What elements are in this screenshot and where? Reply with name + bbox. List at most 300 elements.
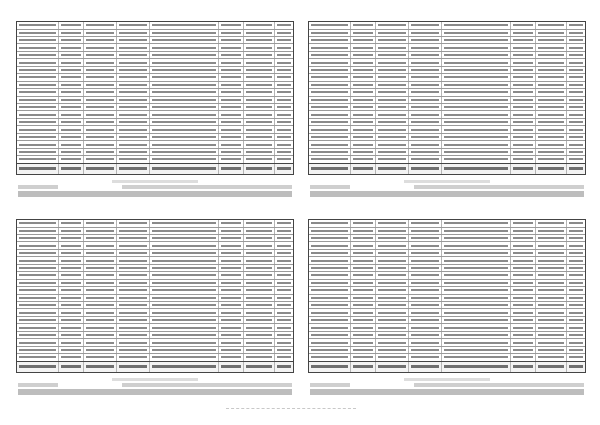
table-cell bbox=[535, 317, 565, 323]
table-cell bbox=[83, 280, 116, 286]
table-cell bbox=[243, 242, 273, 248]
column-header bbox=[350, 164, 375, 174]
table-cell bbox=[566, 82, 585, 88]
illegible-text bbox=[61, 312, 81, 314]
illegible-text bbox=[569, 304, 583, 306]
illegible-text bbox=[411, 342, 439, 344]
table-cell bbox=[408, 339, 441, 345]
table-cell bbox=[566, 295, 585, 301]
illegible-text bbox=[378, 114, 406, 116]
illegible-text bbox=[445, 24, 509, 26]
table-cell bbox=[535, 295, 565, 301]
table-cell bbox=[83, 67, 116, 73]
illegible-text bbox=[378, 32, 406, 34]
illegible-text bbox=[119, 136, 147, 138]
illegible-text bbox=[378, 260, 406, 262]
illegible-text bbox=[61, 32, 81, 34]
table-cell bbox=[243, 332, 273, 338]
illegible-text bbox=[119, 252, 147, 254]
table-cell bbox=[243, 220, 273, 226]
panel-caption-text bbox=[112, 180, 198, 183]
table-cell bbox=[17, 257, 58, 263]
table-cell bbox=[219, 59, 244, 65]
illegible-text bbox=[353, 114, 373, 116]
table-cell bbox=[535, 250, 565, 256]
illegible-text bbox=[277, 312, 291, 314]
table-cell bbox=[350, 228, 375, 234]
table-row bbox=[17, 323, 293, 330]
table-cell bbox=[83, 242, 116, 248]
illegible-text bbox=[222, 230, 242, 232]
table-cell bbox=[535, 280, 565, 286]
table-cell bbox=[219, 295, 244, 301]
table-cell bbox=[150, 295, 219, 301]
illegible-text bbox=[569, 76, 583, 78]
illegible-text bbox=[246, 99, 271, 101]
illegible-text bbox=[514, 356, 534, 358]
illegible-text bbox=[246, 349, 271, 351]
illegible-text bbox=[222, 365, 242, 368]
illegible-text bbox=[378, 24, 406, 26]
illegible-text bbox=[538, 158, 563, 160]
table-cell bbox=[535, 242, 565, 248]
column-header bbox=[274, 164, 293, 174]
illegible-text bbox=[538, 129, 563, 131]
table-cell bbox=[150, 52, 219, 58]
table-cell bbox=[309, 310, 350, 316]
table-row bbox=[17, 220, 293, 226]
column-header bbox=[535, 362, 565, 372]
illegible-text bbox=[19, 151, 56, 153]
illegible-text bbox=[277, 167, 291, 170]
table-cell bbox=[17, 220, 58, 226]
illegible-text bbox=[222, 260, 242, 262]
table-cell bbox=[243, 287, 273, 293]
table-cell bbox=[442, 265, 511, 271]
illegible-text bbox=[445, 245, 509, 247]
illegible-text bbox=[353, 144, 373, 146]
column-header bbox=[375, 164, 408, 174]
table-cell bbox=[535, 332, 565, 338]
illegible-text bbox=[353, 91, 373, 93]
table-cell bbox=[219, 347, 244, 353]
table-cell bbox=[442, 302, 511, 308]
table-cell bbox=[350, 156, 375, 162]
illegible-text bbox=[246, 39, 271, 41]
illegible-text bbox=[19, 106, 56, 108]
table-cell bbox=[116, 134, 149, 140]
illegible-text bbox=[538, 260, 563, 262]
illegible-text bbox=[277, 114, 291, 116]
table-cell bbox=[17, 74, 58, 80]
illegible-text bbox=[86, 167, 114, 170]
table-cell bbox=[309, 302, 350, 308]
illegible-text bbox=[222, 62, 242, 64]
table-cell bbox=[83, 272, 116, 278]
table-row bbox=[17, 88, 293, 95]
table-cell bbox=[566, 119, 585, 125]
table-row bbox=[309, 36, 585, 43]
table-cell bbox=[350, 30, 375, 36]
table-cell bbox=[274, 74, 293, 80]
illegible-text bbox=[538, 114, 563, 116]
illegible-text bbox=[378, 47, 406, 49]
illegible-text bbox=[353, 167, 373, 170]
table-cell bbox=[116, 332, 149, 338]
illegible-text bbox=[411, 349, 439, 351]
illegible-text bbox=[378, 237, 406, 239]
table-cell bbox=[408, 74, 441, 80]
table-cell bbox=[309, 149, 350, 155]
illegible-text bbox=[378, 99, 406, 101]
table-cell bbox=[219, 104, 244, 110]
illegible-text bbox=[311, 69, 348, 71]
illegible-text bbox=[353, 327, 373, 329]
column-header bbox=[116, 362, 149, 372]
table-cell bbox=[150, 156, 219, 162]
illegible-text bbox=[445, 144, 509, 146]
table-cell bbox=[150, 332, 219, 338]
illegible-text bbox=[19, 260, 56, 262]
illegible-text bbox=[538, 319, 563, 321]
table-cell bbox=[408, 134, 441, 140]
table-row bbox=[309, 125, 585, 132]
illegible-text bbox=[119, 39, 147, 41]
illegible-text bbox=[445, 267, 509, 269]
illegible-text bbox=[538, 32, 563, 34]
table-cell bbox=[442, 354, 511, 360]
illegible-text bbox=[514, 76, 534, 78]
table-cell bbox=[442, 149, 511, 155]
table-cell bbox=[150, 74, 219, 80]
table-cell bbox=[350, 347, 375, 353]
table-cell bbox=[219, 119, 244, 125]
illegible-text bbox=[569, 151, 583, 153]
illegible-text bbox=[246, 319, 271, 321]
column-header bbox=[442, 362, 511, 372]
illegible-text bbox=[353, 76, 373, 78]
illegible-text bbox=[119, 32, 147, 34]
illegible-text bbox=[538, 222, 563, 224]
table-cell bbox=[219, 265, 244, 271]
illegible-text bbox=[246, 237, 271, 239]
illegible-text bbox=[222, 334, 242, 336]
illegible-text bbox=[514, 365, 534, 368]
illegible-text bbox=[61, 327, 81, 329]
table-cell bbox=[243, 74, 273, 80]
table-cell bbox=[58, 347, 83, 353]
table-cell bbox=[83, 112, 116, 118]
illegible-text bbox=[119, 69, 147, 71]
table-cell bbox=[535, 287, 565, 293]
table-row bbox=[17, 133, 293, 140]
illegible-text bbox=[222, 76, 242, 78]
illegible-text bbox=[411, 260, 439, 262]
table-cell bbox=[274, 280, 293, 286]
illegible-text bbox=[514, 245, 534, 247]
table-cell bbox=[243, 22, 273, 28]
illegible-text bbox=[311, 342, 348, 344]
table-cell bbox=[408, 22, 441, 28]
table-cell bbox=[350, 119, 375, 125]
table-cell bbox=[58, 82, 83, 88]
illegible-text bbox=[277, 304, 291, 306]
illegible-text bbox=[119, 24, 147, 26]
table-row bbox=[17, 294, 293, 301]
table-cell bbox=[535, 228, 565, 234]
illegible-text bbox=[153, 69, 217, 71]
illegible-text bbox=[246, 312, 271, 314]
table-row bbox=[309, 338, 585, 345]
table-cell bbox=[408, 280, 441, 286]
table-cell bbox=[219, 280, 244, 286]
table-cell bbox=[375, 126, 408, 132]
illegible-text bbox=[445, 84, 509, 86]
table-cell bbox=[219, 141, 244, 147]
illegible-text bbox=[222, 274, 242, 276]
table-row bbox=[309, 286, 585, 293]
illegible-text bbox=[411, 24, 439, 26]
illegible-text bbox=[277, 121, 291, 123]
table-cell bbox=[116, 324, 149, 330]
illegible-text bbox=[311, 91, 348, 93]
illegible-text bbox=[246, 327, 271, 329]
table-cell bbox=[58, 141, 83, 147]
column-header bbox=[219, 164, 244, 174]
illegible-text bbox=[411, 334, 439, 336]
table-cell bbox=[309, 141, 350, 147]
table-cell bbox=[116, 126, 149, 132]
illegible-text bbox=[445, 342, 509, 344]
table-cell bbox=[116, 44, 149, 50]
table-cell bbox=[511, 265, 536, 271]
table-cell bbox=[17, 30, 58, 36]
illegible-text bbox=[311, 245, 348, 247]
table-cell bbox=[219, 235, 244, 241]
table-cell bbox=[408, 112, 441, 118]
illegible-text bbox=[246, 91, 271, 93]
table-cell bbox=[566, 104, 585, 110]
illegible-text bbox=[222, 129, 242, 131]
illegible-text bbox=[445, 356, 509, 358]
illegible-text bbox=[411, 282, 439, 284]
panel-title-text bbox=[310, 191, 584, 197]
illegible-text bbox=[378, 267, 406, 269]
illegible-text bbox=[86, 91, 114, 93]
table-row bbox=[17, 29, 293, 36]
table-cell bbox=[274, 317, 293, 323]
illegible-text bbox=[153, 114, 217, 116]
table-cell bbox=[219, 324, 244, 330]
table-cell bbox=[375, 287, 408, 293]
illegible-text bbox=[277, 327, 291, 329]
illegible-text bbox=[569, 106, 583, 108]
illegible-text bbox=[514, 167, 534, 170]
table-cell bbox=[309, 22, 350, 28]
table-row bbox=[309, 58, 585, 65]
illegible-text bbox=[353, 267, 373, 269]
table-cell bbox=[511, 82, 536, 88]
table-cell bbox=[17, 149, 58, 155]
illegible-text bbox=[353, 69, 373, 71]
illegible-text bbox=[353, 365, 373, 368]
illegible-text bbox=[353, 99, 373, 101]
illegible-text bbox=[569, 24, 583, 26]
illegible-text bbox=[61, 319, 81, 321]
illegible-text bbox=[119, 158, 147, 160]
table-cell bbox=[58, 112, 83, 118]
table-row bbox=[17, 51, 293, 58]
illegible-text bbox=[353, 106, 373, 108]
illegible-text bbox=[86, 84, 114, 86]
illegible-text bbox=[277, 62, 291, 64]
table-cell bbox=[83, 235, 116, 241]
table-cell bbox=[116, 272, 149, 278]
illegible-text bbox=[445, 319, 509, 321]
illegible-text bbox=[86, 106, 114, 108]
illegible-text bbox=[119, 260, 147, 262]
illegible-text bbox=[514, 54, 534, 56]
illegible-text bbox=[353, 356, 373, 358]
table-cell bbox=[116, 257, 149, 263]
illegible-text bbox=[378, 144, 406, 146]
table-cell bbox=[309, 74, 350, 80]
table-cell bbox=[274, 156, 293, 162]
table-cell bbox=[511, 37, 536, 43]
column-header bbox=[309, 362, 350, 372]
table-cell bbox=[243, 228, 273, 234]
illegible-text bbox=[277, 274, 291, 276]
table-cell bbox=[274, 22, 293, 28]
table-cell bbox=[535, 220, 565, 226]
illegible-text bbox=[153, 121, 217, 123]
illegible-text bbox=[19, 121, 56, 123]
illegible-text bbox=[119, 151, 147, 153]
table-cell bbox=[150, 119, 219, 125]
illegible-text bbox=[353, 334, 373, 336]
illegible-text bbox=[538, 237, 563, 239]
illegible-text bbox=[277, 151, 291, 153]
illegible-text bbox=[445, 365, 509, 368]
illegible-text bbox=[569, 222, 583, 224]
table-cell bbox=[274, 220, 293, 226]
table-cell bbox=[442, 67, 511, 73]
illegible-text bbox=[378, 274, 406, 276]
table-cell bbox=[116, 59, 149, 65]
illegible-text bbox=[119, 365, 147, 368]
illegible-text bbox=[378, 327, 406, 329]
table-cell bbox=[566, 302, 585, 308]
illegible-text bbox=[119, 99, 147, 101]
table-cell bbox=[83, 37, 116, 43]
illegible-text bbox=[246, 342, 271, 344]
table-cell bbox=[150, 257, 219, 263]
table-cell bbox=[309, 257, 350, 263]
table-cell bbox=[408, 228, 441, 234]
table-cell bbox=[511, 272, 536, 278]
illegible-text bbox=[86, 62, 114, 64]
panel-title-text bbox=[18, 389, 292, 395]
illegible-text bbox=[538, 282, 563, 284]
table-header-row bbox=[17, 361, 293, 372]
table-cell bbox=[566, 235, 585, 241]
table-cell bbox=[17, 82, 58, 88]
table-cell bbox=[309, 52, 350, 58]
table-cell bbox=[219, 250, 244, 256]
table-cell bbox=[17, 89, 58, 95]
illegible-text bbox=[86, 54, 114, 56]
illegible-text bbox=[569, 99, 583, 101]
table-cell bbox=[309, 242, 350, 248]
table-row bbox=[309, 241, 585, 248]
table-cell bbox=[408, 59, 441, 65]
illegible-text bbox=[514, 349, 534, 351]
illegible-text bbox=[411, 222, 439, 224]
illegible-text bbox=[353, 158, 373, 160]
illegible-text bbox=[311, 24, 348, 26]
table-cell bbox=[116, 89, 149, 95]
table-cell bbox=[58, 354, 83, 360]
illegible-text bbox=[445, 297, 509, 299]
table-cell bbox=[274, 295, 293, 301]
table-cell bbox=[442, 82, 511, 88]
illegible-text bbox=[277, 267, 291, 269]
illegible-text bbox=[514, 121, 534, 123]
illegible-text bbox=[86, 274, 114, 276]
illegible-text bbox=[311, 62, 348, 64]
table-cell bbox=[219, 82, 244, 88]
illegible-text bbox=[61, 349, 81, 351]
illegible-text bbox=[153, 282, 217, 284]
illegible-text bbox=[569, 230, 583, 232]
table-cell bbox=[243, 235, 273, 241]
illegible-text bbox=[311, 158, 348, 160]
table-row bbox=[309, 256, 585, 263]
illegible-text bbox=[246, 144, 271, 146]
table-cell bbox=[350, 44, 375, 50]
table-cell bbox=[350, 310, 375, 316]
illegible-text bbox=[514, 106, 534, 108]
illegible-text bbox=[311, 47, 348, 49]
illegible-text bbox=[378, 84, 406, 86]
table-cell bbox=[274, 310, 293, 316]
table-cell bbox=[511, 332, 536, 338]
table-cell bbox=[243, 324, 273, 330]
illegible-text bbox=[246, 297, 271, 299]
illegible-text bbox=[119, 167, 147, 170]
illegible-text bbox=[277, 158, 291, 160]
illegible-text bbox=[353, 245, 373, 247]
table-cell bbox=[58, 44, 83, 50]
table-cell bbox=[83, 332, 116, 338]
table-cell bbox=[566, 347, 585, 353]
table-cell bbox=[83, 82, 116, 88]
table-cell bbox=[274, 134, 293, 140]
table-cell bbox=[243, 119, 273, 125]
illegible-text bbox=[445, 114, 509, 116]
illegible-text bbox=[61, 136, 81, 138]
illegible-text bbox=[538, 84, 563, 86]
illegible-text bbox=[538, 365, 563, 368]
illegible-text bbox=[19, 222, 56, 224]
illegible-text bbox=[246, 252, 271, 254]
table-cell bbox=[375, 332, 408, 338]
illegible-text bbox=[222, 91, 242, 93]
illegible-text bbox=[538, 69, 563, 71]
illegible-text bbox=[153, 319, 217, 321]
table-cell bbox=[566, 242, 585, 248]
table-cell bbox=[511, 354, 536, 360]
